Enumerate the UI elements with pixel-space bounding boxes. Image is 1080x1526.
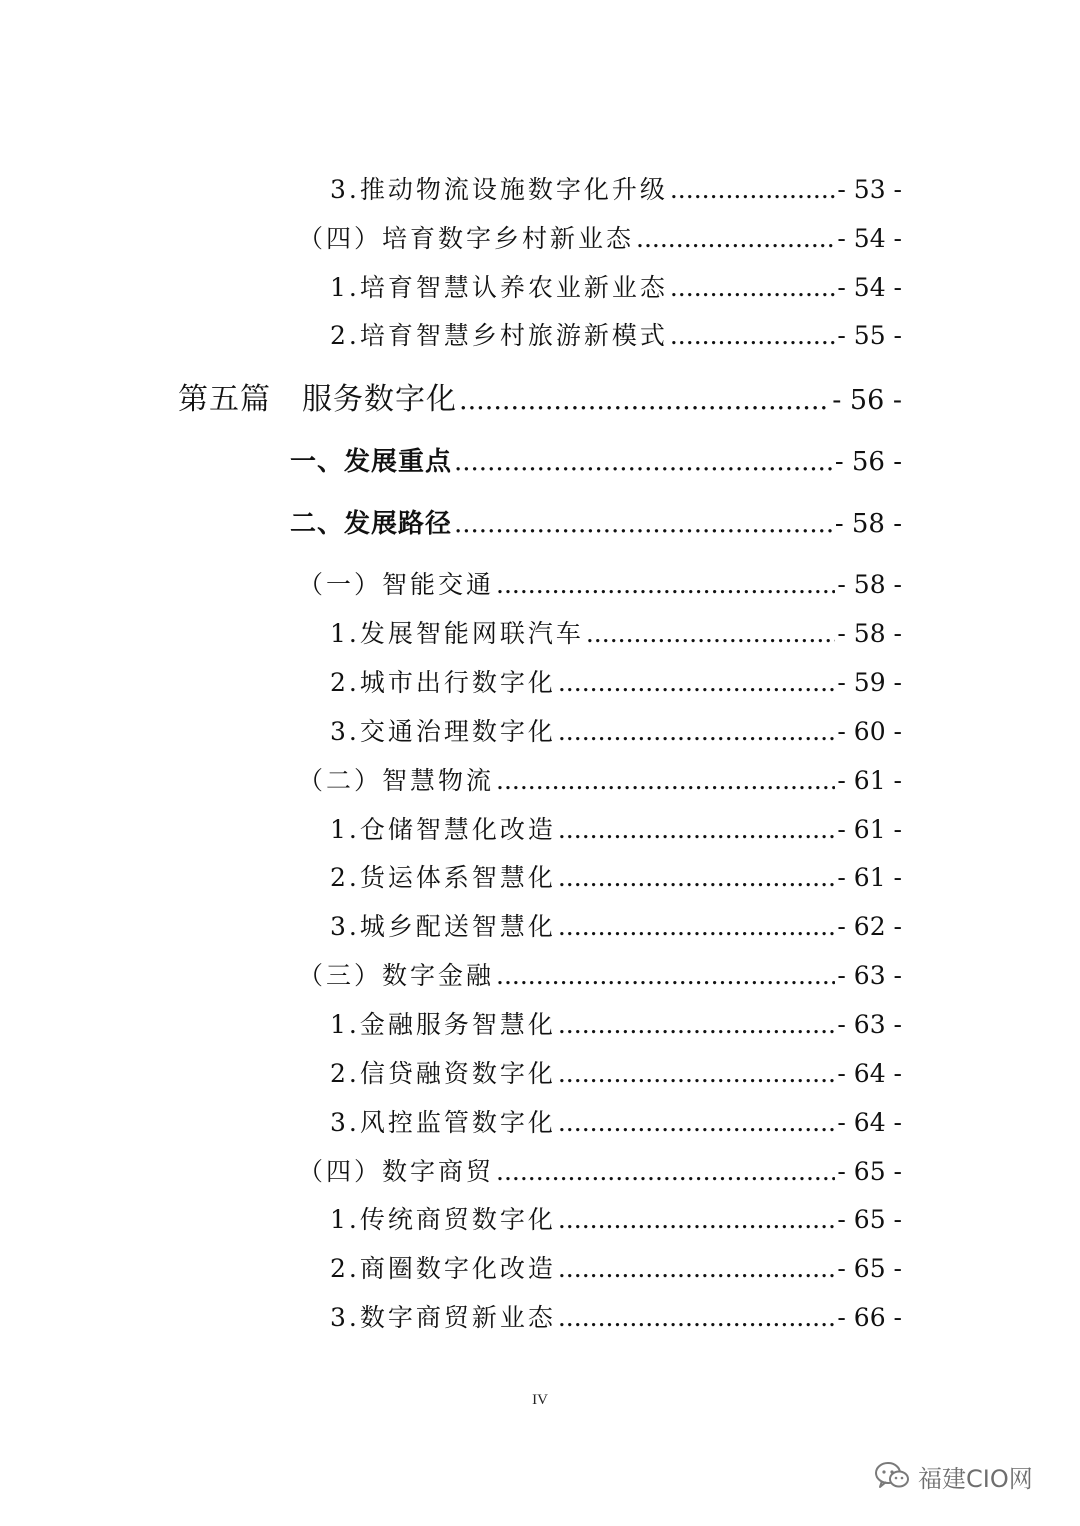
toc-entry-title: 3.交通治理数字化 [330, 717, 556, 746]
toc-leader-dots [558, 1254, 836, 1283]
toc-leader-dots [496, 570, 835, 599]
toc-entry-title: 2.货运体系智慧化 [330, 863, 556, 892]
toc-entry-page: - 61 - [837, 766, 902, 795]
toc-entry [330, 1103, 902, 1139]
toc-entry-title: 一、发展重点 [290, 447, 453, 477]
toc-entry-page: - 63 - [837, 1010, 902, 1039]
toc-entry-page: - 62 - [837, 912, 902, 941]
toc-entry-title: （四）培育数字乡村新业态 [298, 224, 635, 253]
toc-entry-page: - 59 - [837, 668, 902, 697]
toc-leader-dots [670, 175, 836, 204]
toc-entry-page: - 63 - [837, 961, 902, 990]
toc-entry [330, 1200, 902, 1236]
toc-entry-page: - 65 - [837, 1254, 902, 1283]
toc-entry-page: - 65 - [837, 1205, 902, 1234]
page-number: IV [532, 1392, 548, 1408]
toc-entry-title: 3.风控监管数字化 [330, 1108, 556, 1137]
toc-entry-title: 2.培育智慧乡村旅游新模式 [330, 321, 668, 350]
toc-entry-title: （二）智慧物流 [298, 766, 495, 795]
toc-leader-dots [454, 447, 833, 477]
toc-entry [330, 1005, 902, 1041]
toc-leader-dots [558, 717, 836, 746]
toc-leader-dots [558, 863, 836, 892]
toc-entry [298, 761, 902, 797]
toc-entry [330, 170, 902, 206]
toc-leader-dots [496, 1157, 835, 1186]
toc-entry [330, 1249, 902, 1285]
toc-entry [330, 1298, 902, 1334]
toc-leader-dots [454, 509, 833, 539]
toc-entry-title: 二、发展路径 [290, 509, 453, 539]
toc-entry-page: - 58 - [834, 509, 902, 539]
watermark-text: 福建CIO网 [918, 1464, 1033, 1493]
toc-leader-dots [670, 321, 836, 350]
wechat-icon [874, 1461, 910, 1491]
toc-entry-title: 3.推动物流设施数字化升级 [330, 175, 668, 204]
toc-entry-page: - 64 - [837, 1108, 902, 1137]
toc-entry-page: - 65 - [837, 1157, 902, 1186]
toc-entry-title: 3.数字商贸新业态 [330, 1303, 556, 1332]
toc-entry-page: - 56 - [834, 447, 902, 477]
toc-entry [330, 1054, 902, 1090]
toc-entry-heading [290, 441, 902, 478]
toc-entry-title: （四）数字商贸 [298, 1157, 495, 1186]
toc-entry-page: - 61 - [837, 863, 902, 892]
toc-entry-page: - 53 - [837, 175, 902, 204]
toc-entry [298, 219, 902, 255]
toc-entry-page: - 54 - [837, 224, 902, 253]
toc-entry-part [178, 374, 902, 418]
toc-entry-title: 1.金融服务智慧化 [330, 1010, 556, 1039]
toc-entry [330, 712, 902, 748]
toc-leader-dots [558, 1205, 836, 1234]
toc-entry-heading [290, 503, 902, 540]
toc-entry [330, 268, 902, 304]
toc-entry-title: 1.培育智慧认养农业新业态 [330, 273, 668, 302]
toc-entry-page: - 66 - [837, 1303, 902, 1332]
toc-entry [330, 614, 902, 650]
toc-leader-dots [558, 1059, 836, 1088]
toc-leader-dots [558, 815, 836, 844]
toc-entry-page: - 58 - [837, 570, 902, 599]
toc-entry-page: - 56 - [832, 385, 902, 416]
toc-entry [330, 907, 902, 943]
toc-leader-dots [558, 1303, 836, 1332]
toc-entry-page: - 60 - [837, 717, 902, 746]
toc-entry-title: 1.传统商贸数字化 [330, 1205, 556, 1234]
toc-entry-title: 2.信贷融资数字化 [330, 1059, 556, 1088]
toc-entry-page: - 54 - [837, 273, 902, 302]
toc-entry-title: 第五篇 服务数字化 [178, 382, 457, 417]
toc-entry-title: 1.仓储智慧化改造 [330, 815, 556, 844]
toc-entry [298, 1152, 902, 1188]
toc-entry-page: - 55 - [837, 321, 902, 350]
toc-entry-title: （三）数字金融 [298, 961, 495, 990]
toc-leader-dots [558, 668, 836, 697]
toc-leader-dots [558, 1108, 836, 1137]
toc-entry-title: （一）智能交通 [298, 570, 495, 599]
toc-entry [298, 956, 902, 992]
toc-leader-dots [636, 224, 835, 253]
toc-entry-title: 3.城乡配送智慧化 [330, 912, 556, 941]
toc-leader-dots [670, 273, 836, 302]
toc-entry [298, 565, 902, 601]
toc-leader-dots [496, 961, 835, 990]
watermark [874, 1456, 1033, 1496]
toc-entry-title: 2.城市出行数字化 [330, 668, 556, 697]
toc-leader-dots [586, 619, 836, 648]
toc-leader-dots [459, 385, 830, 416]
toc-entry-page: - 58 - [837, 619, 902, 648]
toc-leader-dots [558, 1010, 836, 1039]
toc-entry [330, 858, 902, 894]
toc-entry-page: - 64 - [837, 1059, 902, 1088]
toc-leader-dots [496, 766, 835, 795]
toc-entry [330, 810, 902, 846]
toc-entry-title: 1.发展智能网联汽车 [330, 619, 584, 648]
toc-entry-title: 2.商圈数字化改造 [330, 1254, 556, 1283]
toc-entry [330, 663, 902, 699]
toc-entry-page: - 61 - [837, 815, 902, 844]
toc-leader-dots [558, 912, 836, 941]
toc-entry [330, 316, 902, 352]
